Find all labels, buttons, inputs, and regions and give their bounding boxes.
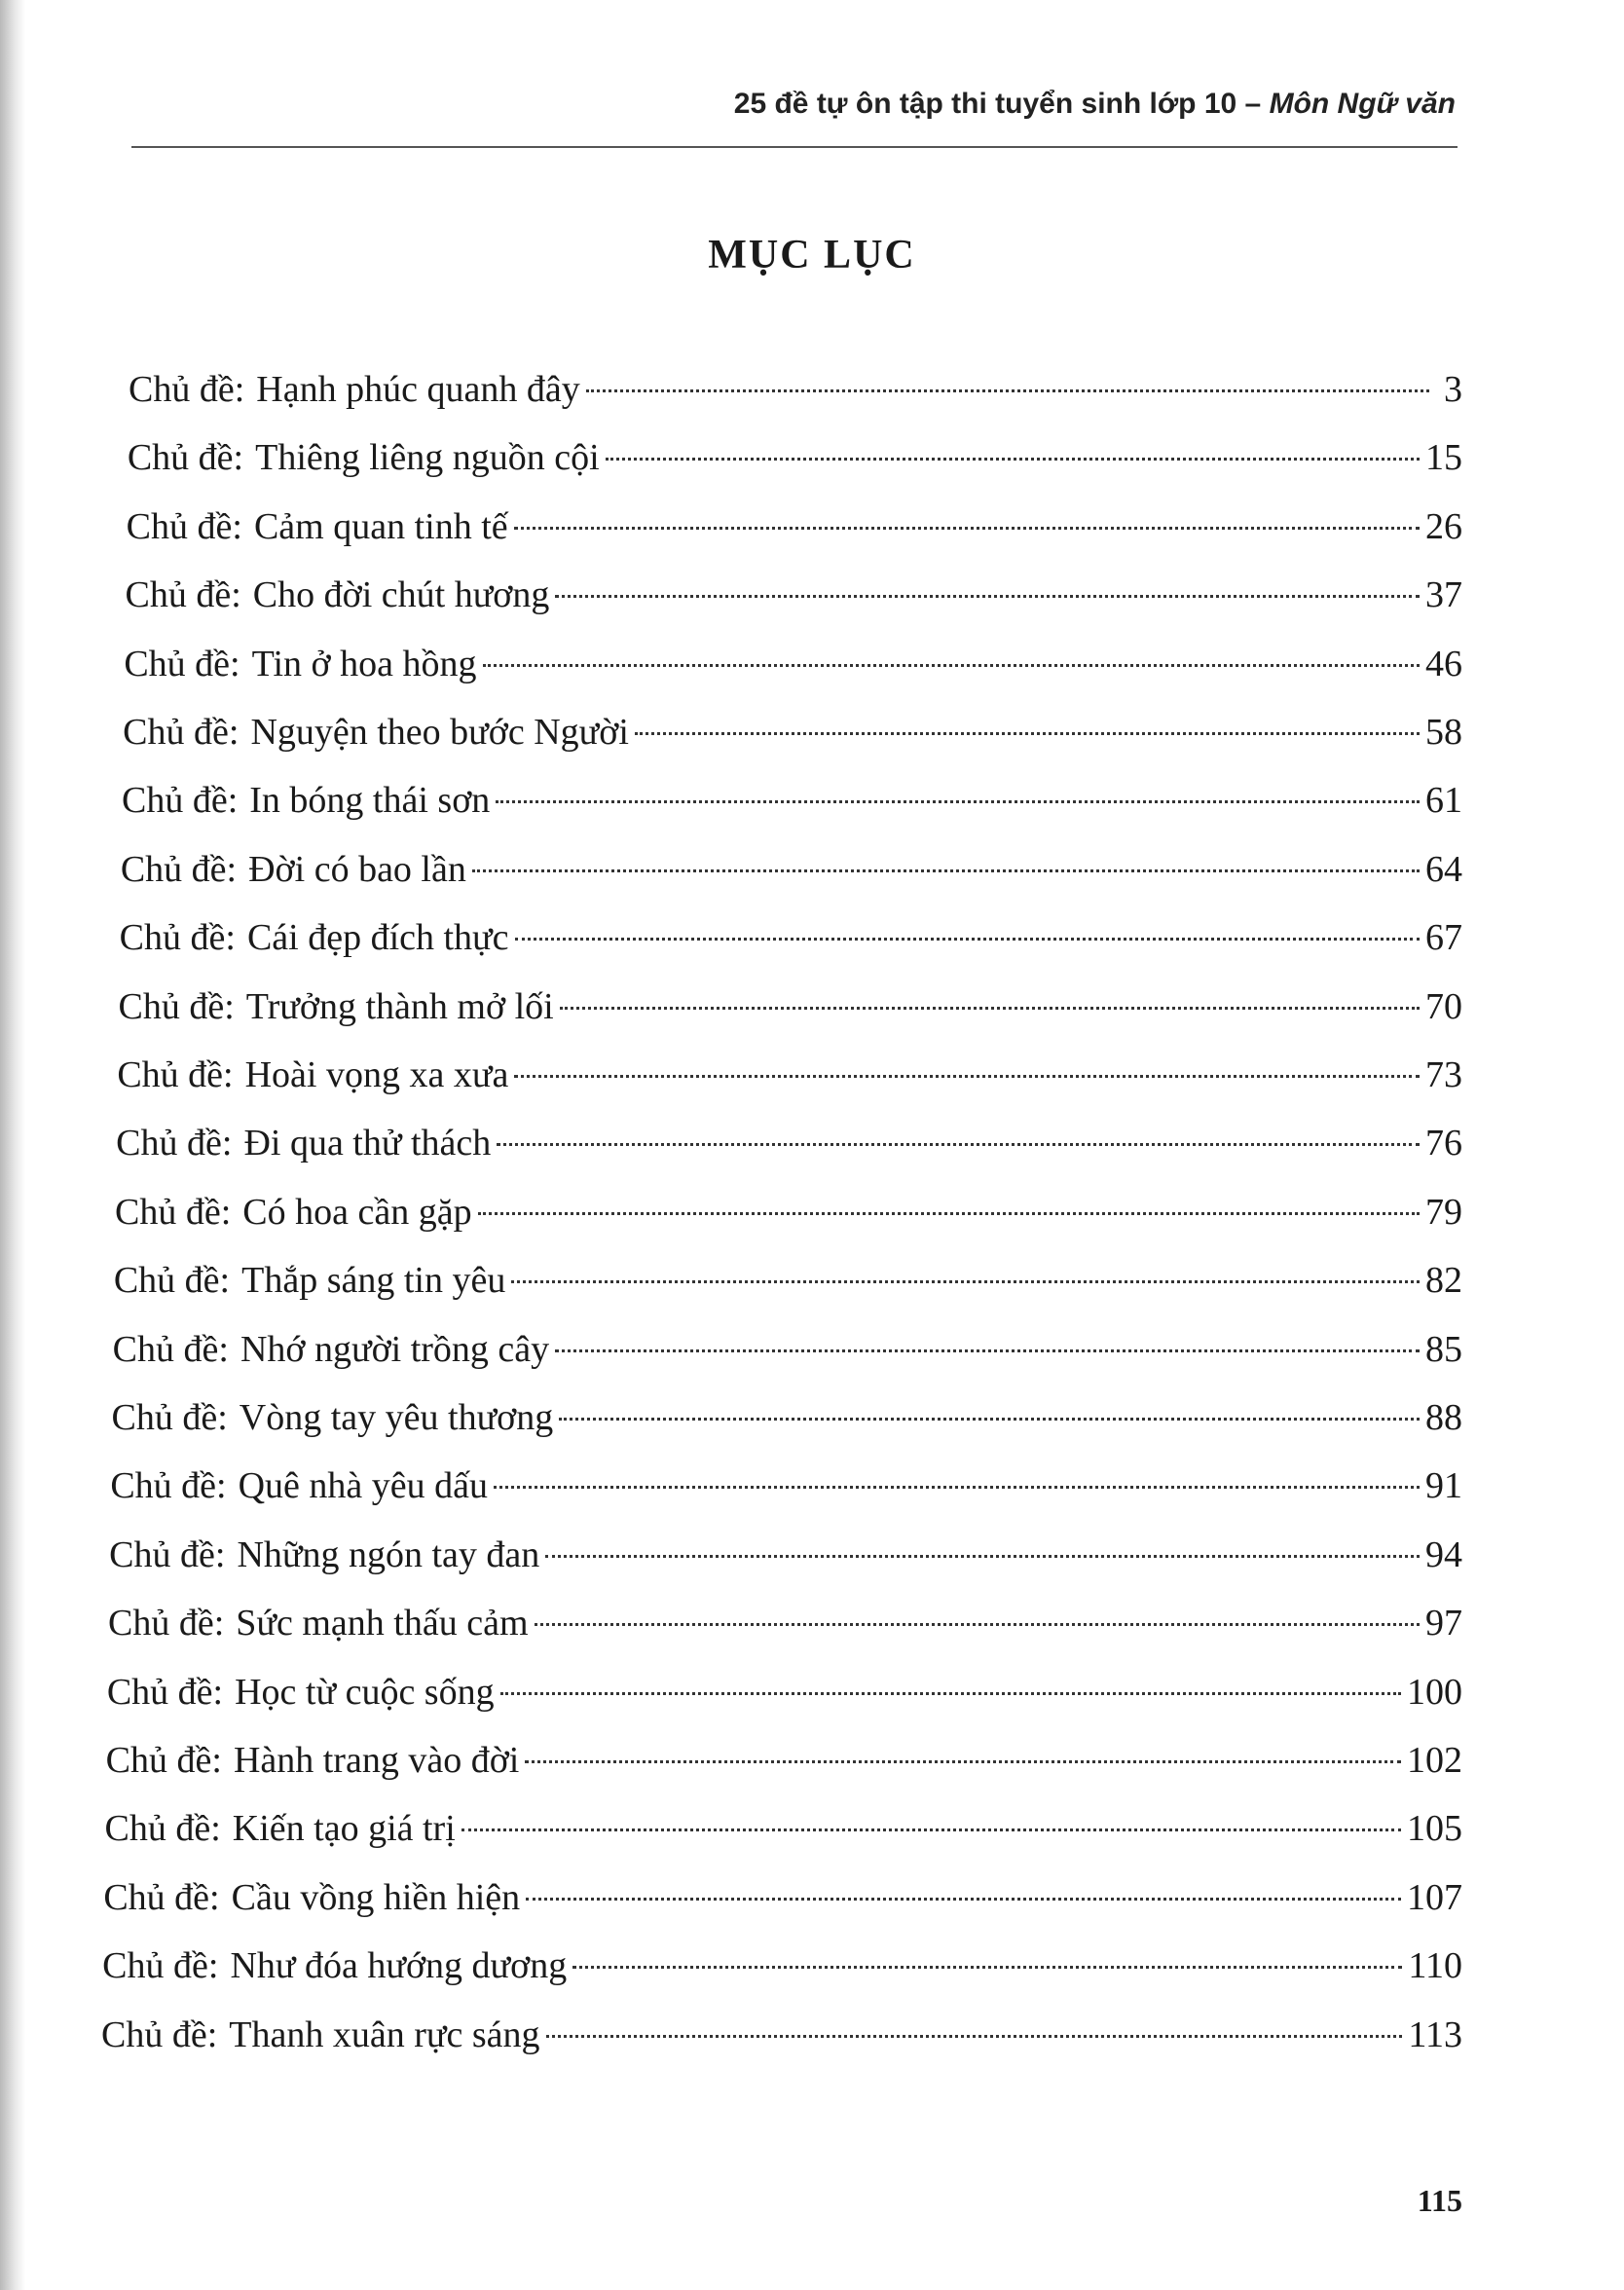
toc-entry [121,845,1462,894]
toc-entry-label [120,913,509,962]
toc-entry-page: 58 [1424,712,1462,753]
toc-entry-page: 102 [1406,1740,1462,1781]
toc-entry [105,1804,1463,1853]
toc-entry-title: Cầu vồng hiền hiện [231,1876,521,1918]
toc-entry-label [129,365,580,414]
toc-entry-label [112,1393,554,1442]
toc-entry [128,433,1462,482]
toc-entry-label [109,1531,539,1579]
toc-entry-page: 107 [1406,1876,1462,1918]
toc-dot-leader [511,1280,1420,1283]
toc-dot-leader [472,869,1420,872]
toc-entry-title: Học từ cuộc sống [235,1671,495,1713]
toc-dot-leader [606,458,1420,461]
toc-entry-title: Sức mạnh thấu cảm [236,1603,529,1644]
toc-entry [107,1668,1462,1717]
toc-entry-page: 91 [1424,1465,1462,1507]
toc-entry-page: 105 [1407,1808,1462,1850]
toc-entry [122,776,1462,825]
toc-entry [102,1941,1462,1990]
toc-dot-leader [535,1623,1420,1626]
toc-entry-label [114,1256,506,1305]
toc-entry-title: Hạnh phúc quanh đây [256,369,580,410]
toc-entry [108,1599,1462,1647]
toc-entry-label [115,1188,472,1237]
toc-entry-prefix: Chủ đề: [124,643,240,684]
toc-entry-title: In bóng thái sơn [249,780,491,822]
toc-entry-prefix: Chủ đề: [126,505,242,547]
toc-entry-page: 3 [1444,369,1462,410]
toc-dot-leader [500,1692,1401,1695]
toc-entry [106,1736,1462,1785]
toc-entry-label [123,708,629,757]
toc-entry-title: Có hoa cần gặp [242,1191,472,1233]
toc-dot-leader [494,1486,1420,1489]
toc-entry-label [103,1873,520,1922]
toc-dot-leader [546,2035,1403,2038]
toc-entry [127,502,1462,551]
toc-entry-page: 76 [1424,1123,1462,1164]
toc-entry-page: 94 [1424,1533,1462,1575]
toc-dot-leader [461,1828,1401,1831]
toc-entry-prefix: Chủ đề: [118,985,235,1027]
toc-dot-leader [545,1555,1420,1558]
toc-entry-title: Quê nhà yêu dấu [238,1465,489,1507]
toc-dot-leader [497,1143,1420,1146]
toc-entry-label [113,1325,550,1374]
toc-entry-prefix: Chủ đề: [105,1740,222,1781]
toc-entry-label [102,1941,567,1990]
toc-entry-label [110,1461,488,1510]
toc-entry-title: Đời có bao lần [248,848,466,890]
toc-dot-leader [514,1075,1420,1078]
toc-entry-prefix: Chủ đề: [117,1054,234,1095]
toc-entry-prefix: Chủ đề: [129,369,245,410]
toc-entry-page: 37 [1425,574,1462,616]
toc-entry [103,1873,1462,1922]
toc-entry-prefix: Chủ đề: [103,1876,220,1918]
toc-entry-page: 100 [1406,1671,1462,1713]
toc-entry-page: 73 [1424,1054,1462,1095]
toc-dot-leader [555,1349,1420,1352]
toc-entry-label [121,845,466,894]
toc-entry-label [126,571,550,619]
toc-entry-label [105,1804,456,1853]
toc-entry-title: Hoài vọng xa xưa [244,1054,509,1095]
toc-entry-title: Vòng tay yêu thương [239,1397,554,1438]
toc-entry-page: 79 [1425,1191,1462,1233]
toc-entry-page: 82 [1424,1260,1462,1302]
toc-entry-title: Nhớ người trồng cây [240,1328,550,1370]
toc-entry-page: 113 [1408,2013,1462,2055]
toc-entry [114,1256,1462,1305]
toc-entry-title: Cái đẹp đích thực [246,917,509,959]
toc-entry-title: Tin ở hoa hồng [251,643,477,684]
toc-dot-leader [525,1760,1401,1763]
toc-entry-page: 88 [1425,1397,1462,1438]
toc-entry-prefix: Chủ đề: [109,1533,226,1575]
toc-entry-label [119,982,554,1031]
toc-dot-leader [514,527,1420,530]
toc-dot-leader [483,664,1420,667]
toc-entry-prefix: Chủ đề: [101,2013,218,2055]
toc-entry [109,1531,1462,1579]
toc-entry [101,2011,1462,2059]
toc-entry-page: 64 [1424,848,1462,890]
toc-dot-leader [572,1966,1402,1969]
toc-entry-label [124,640,476,688]
toc-entry-prefix: Chủ đề: [123,712,240,753]
toc-entry [117,1051,1462,1099]
toc-entry-title: Đi qua thử thách [243,1123,492,1164]
toc-entry-page: 67 [1424,917,1462,959]
toc-entry-title: Hành trang vào đời [233,1740,520,1781]
toc-entry [115,1188,1462,1237]
toc-entry-page: 110 [1408,1945,1462,1987]
toc-entry-prefix: Chủ đề: [106,1671,224,1713]
toc-entry-title: Thanh xuân rực sáng [229,2013,540,2055]
toc-entry-prefix: Chủ đề: [113,1260,231,1302]
toc-entry-prefix: Chủ đề: [112,1328,229,1370]
toc-entry [129,365,1462,414]
toc-dot-leader [559,1418,1420,1421]
toc-entry-title: Cảm quan tinh tế [253,505,508,547]
toc-entry-prefix: Chủ đề: [108,1603,225,1644]
toc-entry-label [127,502,508,551]
page-title: MỤC LỤC [708,233,916,277]
toc-entry-prefix: Chủ đề: [122,780,239,822]
toc-dot-leader [515,938,1420,941]
toc-dot-leader [560,1007,1420,1010]
toc-dot-leader [478,1212,1420,1215]
toc-entry-title: Thắp sáng tin yêu [241,1260,506,1302]
toc-entry-prefix: Chủ đề: [104,1808,221,1850]
toc-dot-leader [635,732,1420,735]
toc-entry-title: Những ngón tay đan [237,1533,540,1575]
toc-entry [113,1325,1462,1374]
toc-entry-prefix: Chủ đề: [110,1465,227,1507]
toc-dot-leader [496,800,1420,803]
toc-entry-prefix: Chủ đề: [111,1397,228,1438]
toc-entry-prefix: Chủ đề: [120,848,238,890]
toc-entry [123,708,1462,757]
toc-entry-page: 46 [1424,643,1462,684]
toc-entry [112,1393,1463,1442]
toc-entry-label [106,1736,520,1785]
toc-entry-prefix: Chủ đề: [115,1191,232,1233]
toc-entry-label [128,433,600,482]
toc-entry-page: 97 [1425,1603,1462,1644]
toc-entry-label [122,776,490,825]
toc-dot-leader [586,389,1429,392]
toc-entry-page: 70 [1425,985,1462,1027]
toc-entry-label [107,1668,495,1717]
toc-entry [119,982,1463,1031]
toc-entry-prefix: Chủ đề: [125,574,241,616]
toc-entry [126,571,1463,619]
toc-dot-leader [555,595,1420,598]
toc-entry-page: 26 [1424,505,1462,547]
header-subject: Môn Ngữ văn [1269,88,1456,120]
toc-entry [116,1119,1462,1167]
toc-entry-prefix: Chủ đề: [119,917,236,959]
toc-entry-label [117,1051,508,1099]
toc-entry-label [116,1119,491,1167]
toc-entry-page: 61 [1425,780,1462,822]
toc-entry-prefix: Chủ đề: [127,437,244,479]
toc-entry-title: Như đóa hướng dương [230,1945,568,1987]
toc-entry [120,913,1462,962]
toc-entry [110,1461,1462,1510]
toc-entry [124,640,1462,688]
toc-entry-page: 85 [1424,1328,1462,1370]
toc-entry-prefix: Chủ đề: [102,1945,219,1987]
toc-entry-title: Trưởng thành mở lối [245,985,554,1027]
toc-entry-title: Thiêng liêng nguồn cội [255,437,600,479]
toc-dot-leader [526,1898,1401,1901]
header-book-title: 25 đề tự ôn tập thi tuyển sinh lớp 10 – [733,88,1262,120]
toc-entry-title: Cho đời chút hương [252,574,550,616]
toc-entry-prefix: Chủ đề: [116,1123,233,1164]
toc-entry-label [108,1599,529,1647]
page-number: 115 [1417,2183,1462,2218]
toc-entry-page: 15 [1424,437,1462,479]
toc-entry-title: Nguyện theo bước Người [250,712,629,753]
toc-entry-title: Kiến tạo giá trị [232,1808,456,1850]
toc-entry-label [101,2011,540,2059]
